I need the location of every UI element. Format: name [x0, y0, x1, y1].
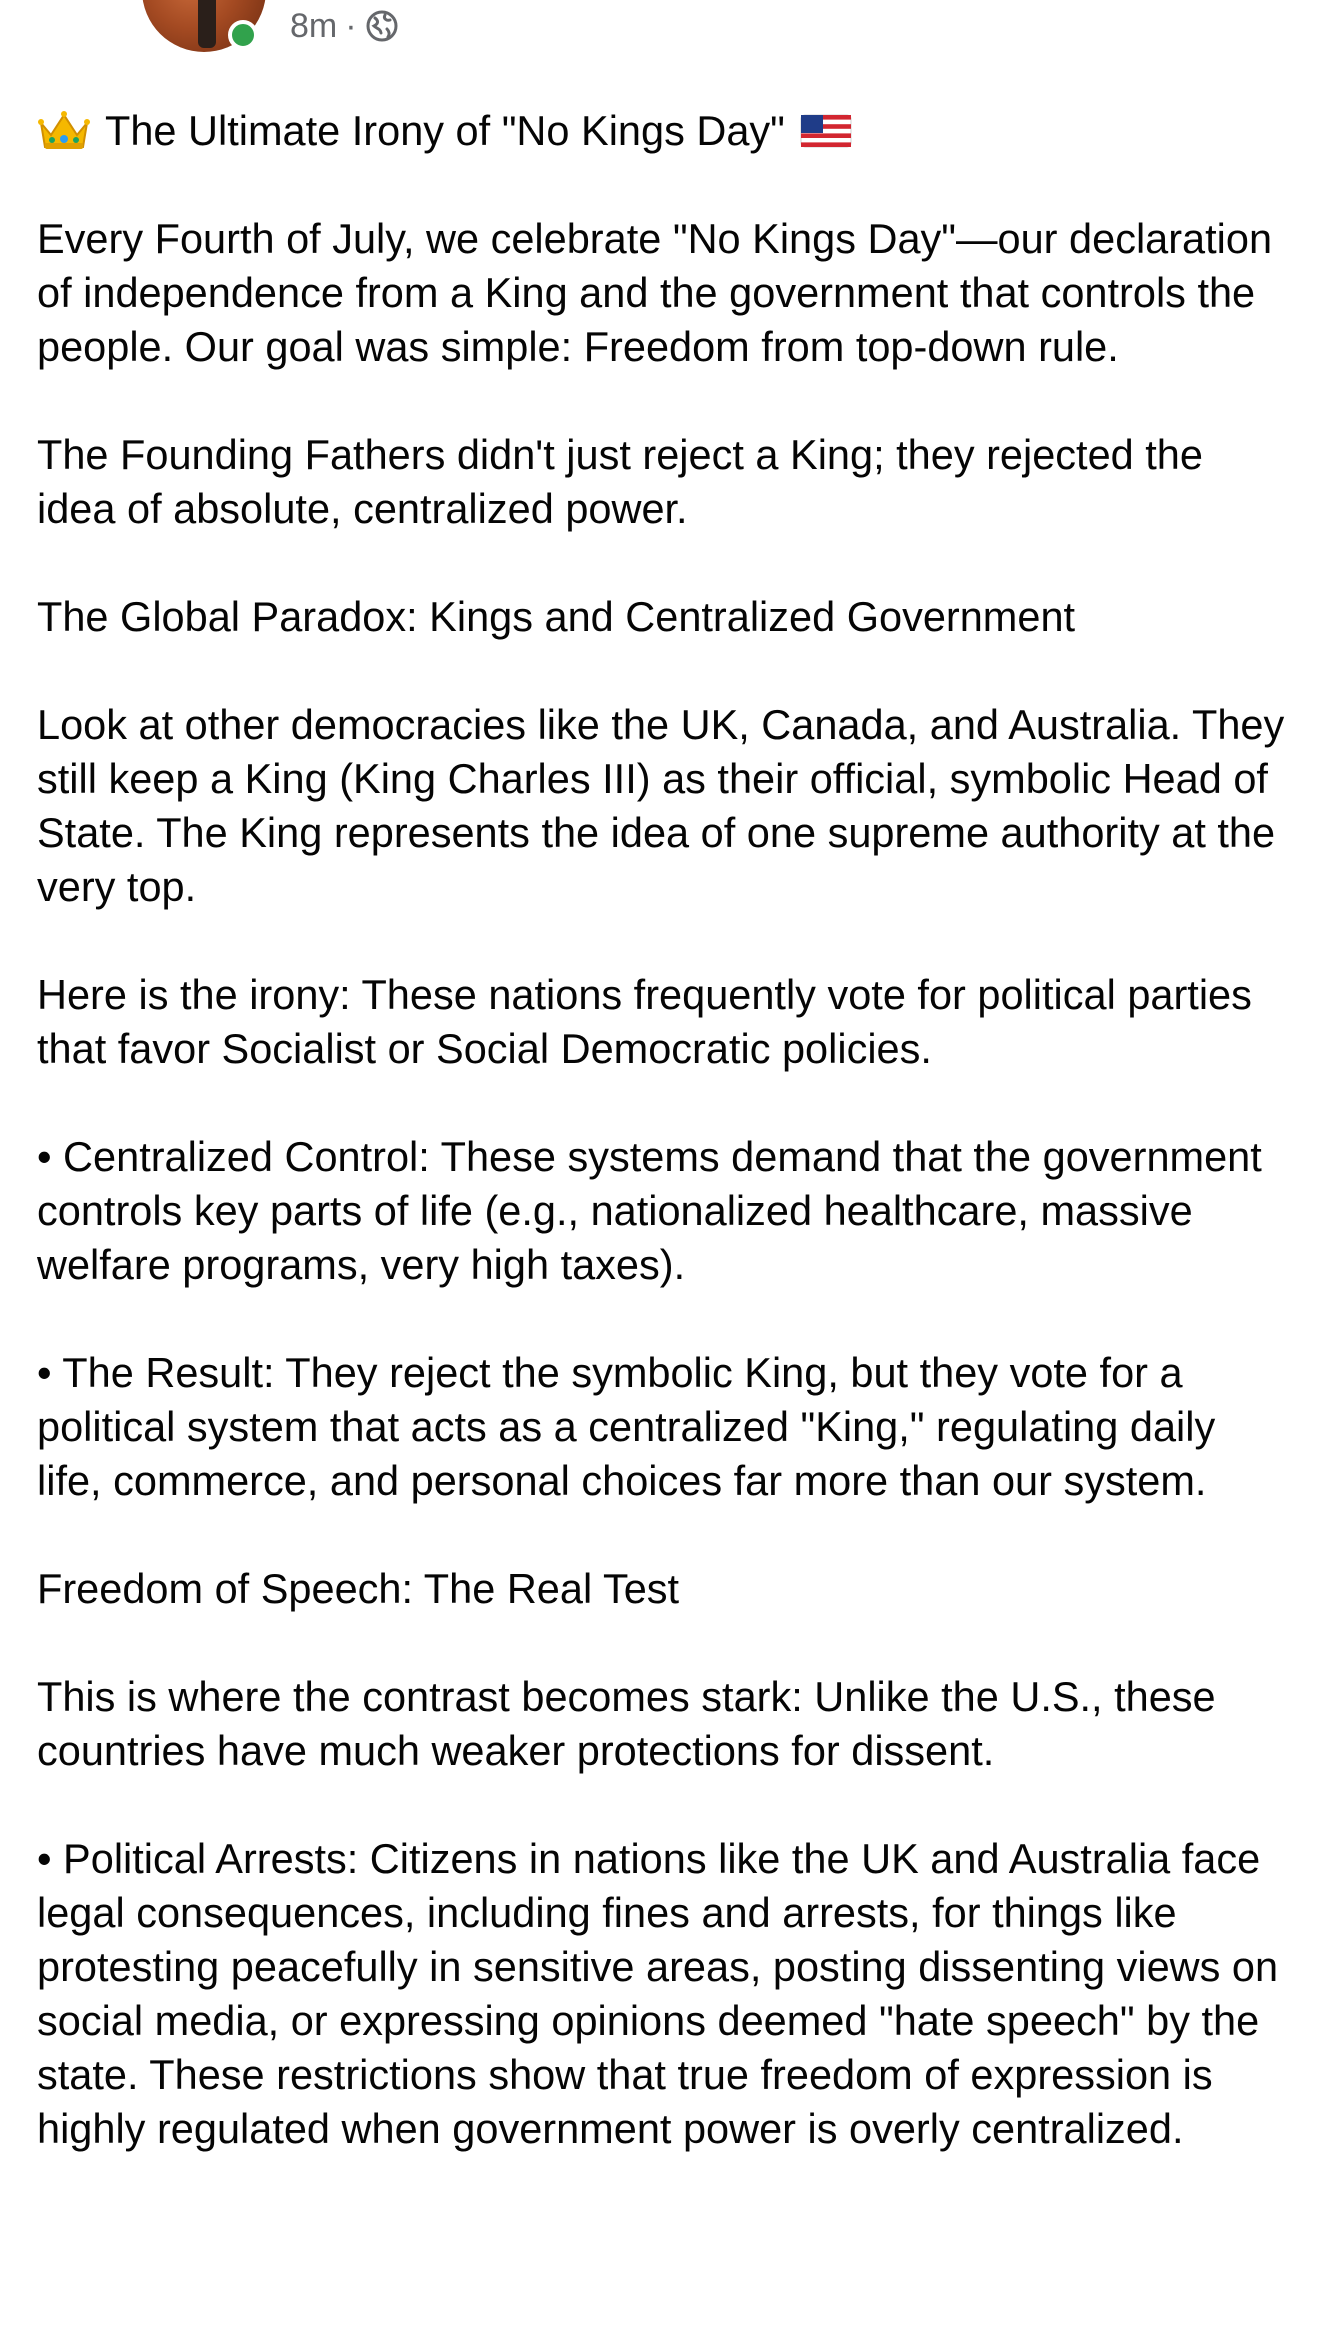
globe-icon — [365, 9, 399, 43]
section-heading: The Global Paradox: Kings and Centralized Government — [37, 593, 1076, 640]
post-paragraph: Every Fourth of July, we celebrate "No Kings Day"—our declaration of independence from a King and the government that controls the people. Our goal was simple: Freedom from top-down rule. — [37, 215, 1273, 370]
us-flag-emoji-icon — [799, 109, 853, 153]
post-timestamp[interactable]: 8m — [290, 6, 338, 45]
back-arrow-icon[interactable] — [30, 0, 90, 30]
post-meta — [290, 6, 399, 46]
crown-emoji-icon — [37, 109, 91, 153]
bullet-item: • Political Arrests: Citizens in nations like the UK and Australia face legal consequences, including fines and arrests, for things like protesting peacefully in sensitive areas, posting dissenting views on social media, or expressing opinions deemed "hate speech" by the state. These restrictions show that true freedom of expression is highly regulated when government power is overly centralized. — [37, 1835, 1279, 2152]
post-title — [37, 104, 1287, 158]
meta-separator: · — [345, 6, 357, 45]
avatar-figure — [198, 0, 216, 48]
post-header — [0, 0, 1320, 70]
online-status-dot — [228, 20, 258, 50]
bullet-item: • Centralized Control: These systems demand that the government controls key parts of life (e.g., nationalized healthcare, massive welfare programs, very high taxes). — [37, 1133, 1262, 1288]
post-paragraph: Look at other democracies like the UK, Canada, and Australia. They still keep a King (King Charles III) as their official, symbolic Head of State. The King represents the idea of one supreme authority at the very top. — [37, 701, 1285, 910]
post-paragraph: The Founding Fathers didn't just reject a King; they rejected the idea of absolute, centralized power. — [37, 431, 1203, 532]
bullet-item: • The Result: They reject the symbolic King, but they vote for a political system that acts as a centralized "King," regulating daily life, commerce, and personal choices far more than our system. — [37, 1349, 1216, 1504]
section-heading: Freedom of Speech: The Real Test — [37, 1565, 680, 1612]
post-body — [37, 104, 1287, 2210]
more-options-icon[interactable] — [1220, 0, 1280, 10]
post-paragraph: This is where the contrast becomes stark: Unlike the U.S., these countries have much weaker protections for dissent. — [37, 1673, 1216, 1774]
post-title-text: The Ultimate Irony of "No Kings Day" — [105, 107, 785, 154]
post-paragraph: Here is the irony: These nations frequently vote for political parties that favor Socialist or Social Democratic policies. — [37, 971, 1252, 1072]
